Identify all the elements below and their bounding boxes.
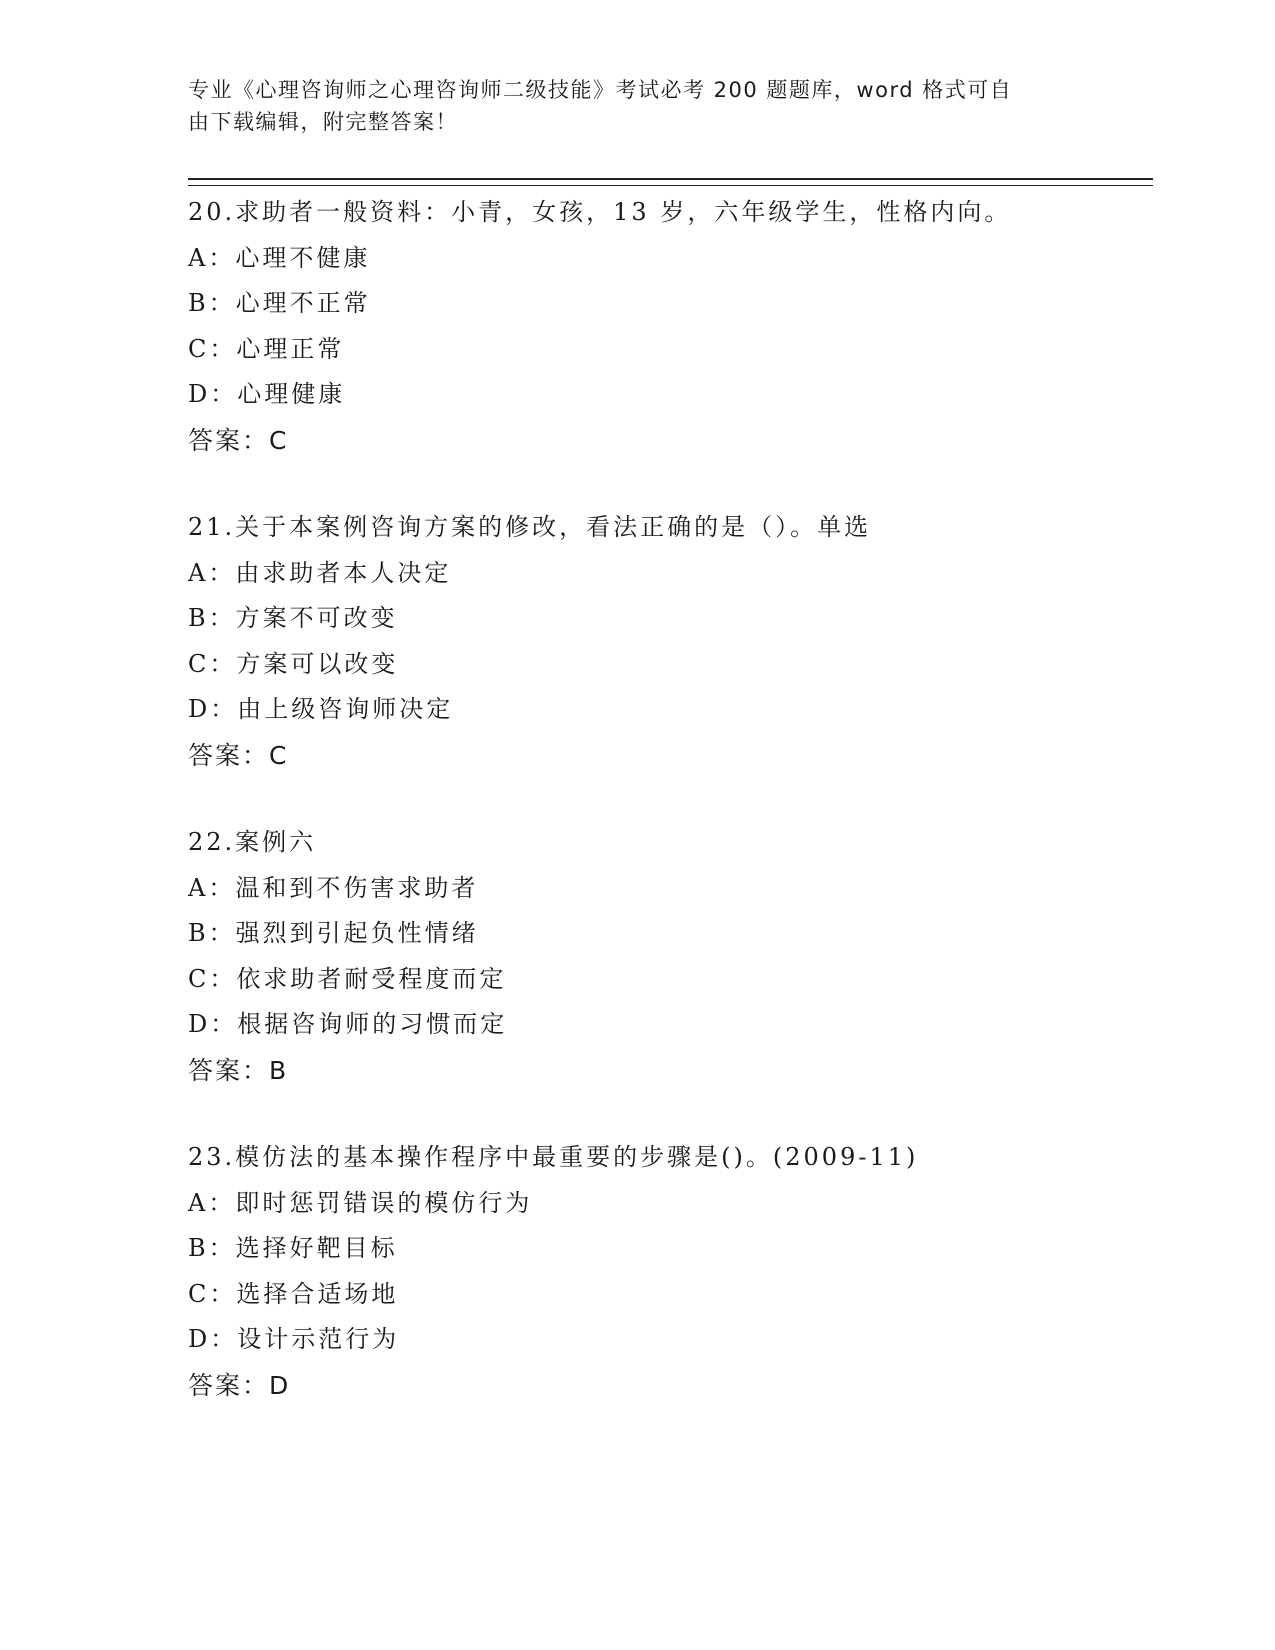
question-stem: 20.求助者一般资料：小青，女孩，13 岁，六年级学生，性格内向。	[188, 198, 1012, 226]
option-c: C：依求助者耐受程度而定	[188, 964, 507, 993]
option-a: A：由求助者本人决定	[188, 558, 452, 587]
question-21	[188, 505, 1153, 778]
option-c: C：选择合适场地	[188, 1279, 399, 1308]
option-d: D：由上级咨询师决定	[188, 695, 454, 723]
option-a: A：温和到不伤害求助者	[188, 873, 479, 902]
answer: 答案：D	[188, 1370, 291, 1400]
question-list	[188, 190, 1153, 1450]
option-b: B：选择好靶目标	[188, 1234, 398, 1262]
intro-line-1: 专业《心理咨询师之心理咨询师二级技能》考试必考 200 题题库，word 格式可自	[188, 78, 1013, 102]
option-a: A：即时惩罚错误的模仿行为	[188, 1188, 533, 1217]
option-c: C：心理正常	[188, 334, 345, 363]
option-d: D：根据咨询师的习惯而定	[188, 1010, 508, 1038]
option-b: B：心理不正常	[188, 289, 371, 317]
option-b: B：方案不可改变	[188, 604, 398, 632]
option-d: D：心理健康	[188, 380, 346, 408]
option-d: D：设计示范行为	[188, 1325, 400, 1353]
question-stem: 22.案例六	[188, 828, 317, 856]
question-23	[188, 1135, 1153, 1408]
question-22	[188, 820, 1153, 1093]
question-20	[188, 190, 1153, 463]
question-stem: 23.模仿法的基本操作程序中最重要的步骤是()。(2009-11)	[188, 1143, 919, 1171]
option-a: A：心理不健康	[188, 243, 371, 272]
header-divider	[188, 178, 1153, 186]
option-b: B：强烈到引起负性情绪	[188, 919, 479, 947]
answer: 答案：C	[188, 740, 289, 770]
document-intro	[188, 74, 1068, 138]
answer: 答案：B	[188, 1055, 289, 1085]
intro-line-2: 由下载编辑，附完整答案！	[188, 110, 458, 134]
answer: 答案：C	[188, 425, 289, 455]
option-c: C：方案可以改变	[188, 649, 399, 678]
question-stem: 21.关于本案例咨询方案的修改，看法正确的是（）。单选	[188, 513, 872, 541]
